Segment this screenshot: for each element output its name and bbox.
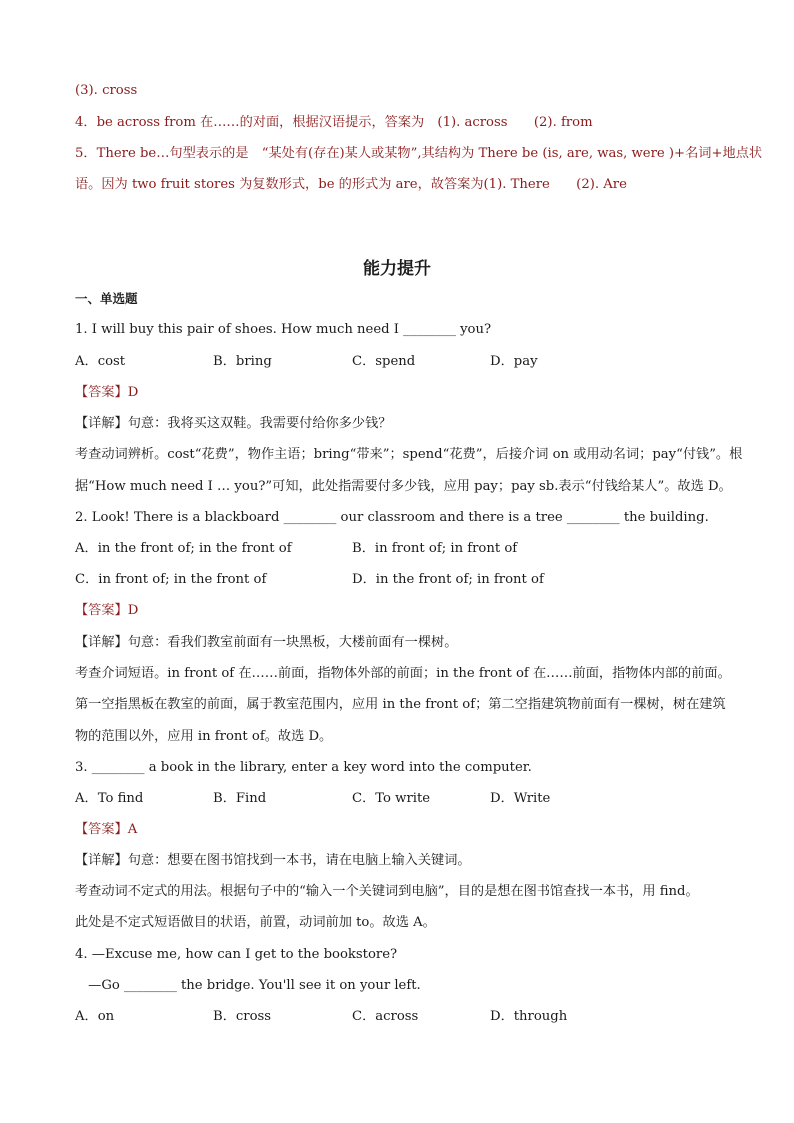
prev-answer-line-2: 4．be across from 在……的对面，根据汉语提示，答案为 (1). across (2). from bbox=[75, 115, 593, 130]
question-3-detail-1: 【详解】句意：想要在图书馆找到一本书，请在电脑上输入关键词。 bbox=[75, 853, 471, 868]
question-2-options-row-1 bbox=[75, 540, 715, 558]
question-1-answer: 【答案】D bbox=[75, 385, 139, 400]
question-4-stem-2: —Go ________ the bridge. You'll see it on your left. bbox=[75, 978, 421, 993]
question-3-stem: 3. ________ a book in the library, enter a key word into the computer. bbox=[75, 760, 532, 775]
question-3-options bbox=[75, 790, 715, 808]
question-1-stem: 1. I will buy this pair of shoes. How much need I ________ you? bbox=[75, 322, 492, 337]
question-1-detail-3: 据“How much need I … you?”可知，此处指需要付多少钱，应用 pay；pay sb.表示“付钱给某人”。故选 D。 bbox=[75, 479, 732, 494]
question-1-options bbox=[75, 353, 715, 371]
option-b: B．bring bbox=[213, 354, 272, 369]
option-d: D．in the front of; in front of bbox=[352, 572, 544, 587]
prev-answer-line-3: 5．There be…句型表示的是 “某处有(存在)某人或某物”,其结构为 There be (is, are, was, were )+名词+地点状 bbox=[75, 146, 763, 161]
question-4-options bbox=[75, 1008, 715, 1026]
option-a: A．in the front of; in the front of bbox=[75, 541, 292, 556]
option-c: C．To write bbox=[352, 791, 431, 806]
question-2-stem: 2. Look! There is a blackboard ________ our classroom and there is a tree ________ the building. bbox=[75, 510, 709, 525]
option-a: A．To find bbox=[75, 791, 144, 806]
question-3-detail-2: 考查动词不定式的用法。根据句子中的“输入一个关键词到电脑”，目的是想在图书馆查找一本书，用 find。 bbox=[75, 884, 699, 899]
option-d: D．through bbox=[490, 1009, 568, 1024]
question-2-options-row-2 bbox=[75, 571, 715, 589]
option-c: C．across bbox=[352, 1009, 419, 1024]
prev-answer-line-4: 语。因为 two fruit stores 为复数形式，be 的形式为 are，故答案为(1). There (2). Are bbox=[75, 177, 627, 192]
question-3-detail-3: 此处是不定式短语做目的状语，前置，动词前加 to。故选 A。 bbox=[75, 915, 436, 930]
prev-answer-line-1: (3). cross bbox=[75, 83, 138, 98]
question-2-detail-2: 考查介词短语。in front of 在……前面，指物体外部的前面；in the front of 在……前面，指物体内部的前面。 bbox=[75, 666, 731, 681]
question-1-detail-2: 考查动词辨析。cost“花费”，物作主语；bring“带来”；spend“花费”，后接介词 on 或用动名词；pay“付钱”。根 bbox=[75, 447, 743, 462]
question-4-stem-1: 4. —Excuse me, how can I get to the bookstore? bbox=[75, 947, 398, 962]
option-b: B．Find bbox=[213, 791, 267, 806]
option-c: C．spend bbox=[352, 354, 416, 369]
section-title: 一、单选题 bbox=[75, 291, 138, 306]
option-d: D．Write bbox=[490, 791, 551, 806]
question-3-answer: 【答案】A bbox=[75, 822, 138, 837]
question-2-detail-4: 物的范围以外，应用 in front of。故选 D。 bbox=[75, 729, 333, 744]
option-b: B．in front of; in front of bbox=[352, 541, 518, 556]
section-heading: 能力提升 bbox=[363, 259, 431, 279]
question-1-detail-1: 【详解】句意：我将买这双鞋。我需要付给你多少钱？ bbox=[75, 416, 392, 431]
question-2-detail-1: 【详解】句意：看我们教室前面有一块黑板，大楼前面有一棵树。 bbox=[75, 635, 458, 650]
option-d: D．pay bbox=[490, 354, 538, 369]
option-a: A．on bbox=[75, 1009, 115, 1024]
option-c: C．in front of; in the front of bbox=[75, 572, 267, 587]
question-2-detail-3: 第一空指黑板在教室的前面，属于教室范围内，应用 in the front of；第二空指建筑物前面有一棵树，树在建筑 bbox=[75, 697, 726, 712]
question-2-answer: 【答案】D bbox=[75, 603, 139, 618]
option-b: B．cross bbox=[213, 1009, 272, 1024]
option-a: A．cost bbox=[75, 354, 126, 369]
